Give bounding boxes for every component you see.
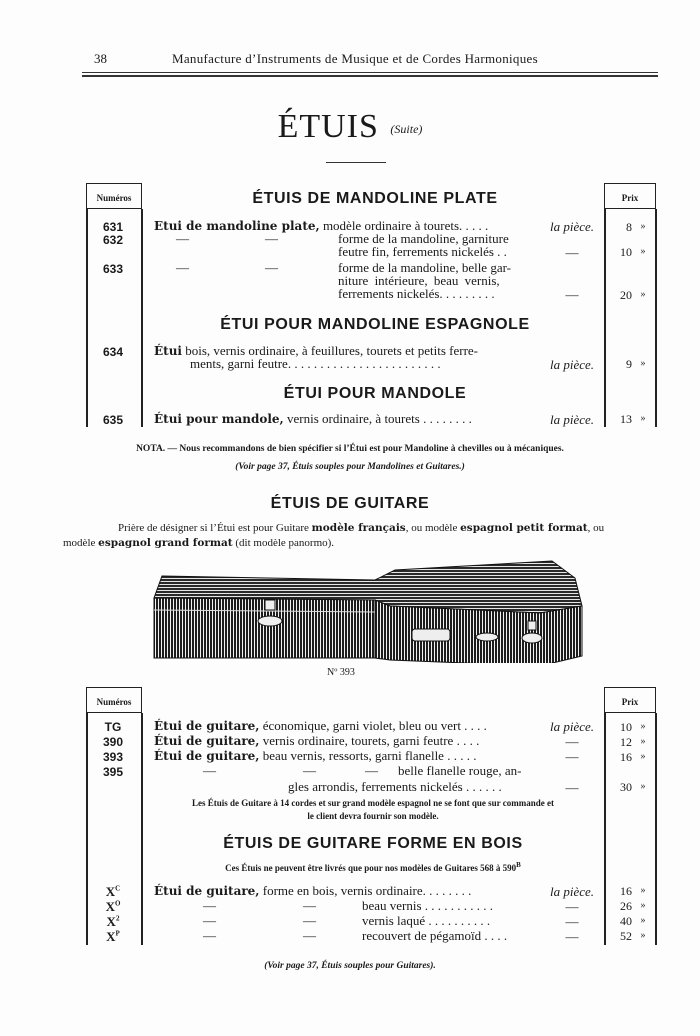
item-detail: forme de la mandoline, belle gar- [338,260,511,275]
item-unit: — [565,914,579,929]
intro-text: modèle [63,537,99,549]
header-rule [82,72,658,73]
figure-caption: Nº 393 [327,667,355,678]
item-price: 16 [620,750,632,764]
ditto-mark: — [176,231,189,246]
item-number-sup: O [114,899,121,908]
item-description [154,412,472,426]
price-column-left-border [604,209,606,427]
nota-reference: (Voir page 37, Étuis souples pour Mandolines et Guitares.) [235,462,465,472]
item-name: Étui de guitare, [154,734,260,748]
item-unit: — [565,287,579,302]
price-mark: » [640,289,646,300]
intro-bold: modèle français [311,522,406,534]
intro-bold: espagnol grand format [98,537,233,549]
item-number [88,914,138,930]
item-price: 12 [620,735,632,749]
guitare-intro-paragraph [80,521,670,536]
price-column-left-border [604,713,606,945]
item-number: TG [104,720,122,734]
numbers-column-right-border [141,209,143,427]
ditto-mark: — [203,898,216,913]
item-name: Étui de guitare, [154,884,260,898]
ditto-mark: — [176,260,189,275]
item-name: Étui de guitare, [154,719,260,733]
ditto-mark: — [265,231,278,246]
item-price: 30 [620,780,632,794]
ditto-mark: — [365,763,378,778]
item-number-base: X [105,884,116,899]
note-text: Ces Étuis ne peuvent être livrés que pour nos modèles de Guitares 568 à 590 [225,863,517,873]
item-number-base: X [106,914,116,929]
price-mark: » [640,930,646,941]
item-name: Étui pour mandole, [154,412,284,426]
guitare-bois-note [143,861,603,873]
item-detail: niture intérieure, beau vernis, [338,273,500,288]
price-column-right-border [655,209,657,427]
item-detail: ferrements nickelés. . . . . . . . . [338,286,495,301]
item-price: 9 [626,357,632,371]
item-price: 13 [620,412,632,426]
item-detail: modèle ordinaire à tourets. . . . . [322,218,489,233]
price-mark: » [640,221,646,232]
page-title-main: ÉTUIS [277,108,379,145]
item-detail: forme de la mandoline, garniture [338,231,509,246]
section-heading-guitare: ÉTUIS DE GUITARE [270,495,430,512]
price-mark: » [640,413,646,424]
ditto-mark: — [203,913,216,928]
price-column-header: Prix [604,687,656,713]
item-price: 8 [626,220,632,234]
guitare-intro-paragraph-line2 [63,536,663,551]
ditto-mark: — [203,763,216,778]
item-description [154,884,471,898]
item-detail: vernis ordinaire, à tourets . . . . . . . . [286,411,472,426]
section-heading-mandoline-espagnole: ÉTUI POUR MANDOLINE ESPAGNOLE [220,316,530,333]
section-heading-mandoline-plate: ÉTUIS DE MANDOLINE PLATE [252,190,498,207]
item-number: 395 [102,765,124,779]
item-description [154,734,479,748]
item-number: 631 [102,220,124,234]
price-mark: » [640,915,646,926]
item-number: 390 [102,735,124,749]
price-mark: » [640,781,646,792]
price-column-header: Prix [604,183,656,209]
page-number: 38 [94,51,107,66]
numbers-column-right-border [141,713,143,945]
item-number [88,884,138,900]
header-rule-thick [82,75,658,77]
item-unit: — [565,899,579,914]
price-column-right-border [655,713,657,945]
title-divider [326,162,386,163]
price-mark: » [640,246,646,257]
item-detail: ments, garni feutre. . . . . . . . . . . . . . . . . . . . . . . . [190,356,441,371]
price-mark: » [640,751,646,762]
item-unit: — [565,245,579,260]
ditto-mark: — [303,913,316,928]
page-title-suite: (Suite) [390,121,423,136]
running-title: Manufacture d’Instruments de Musique et de Cordes Harmoniques [172,51,538,66]
item-unit: la pièce. [549,357,595,372]
item-price: 40 [620,914,632,928]
guitar-case-icon [150,558,600,663]
item-detail: gles arrondis, ferrements nickelés . . . . . . [288,779,502,794]
item-number [88,929,138,945]
intro-bold: espagnol petit format [460,522,588,534]
item-number-sup: P [115,929,120,938]
ditto-mark: — [203,928,216,943]
item-name: Étui de guitare, [154,749,260,763]
section-heading-guitare-bois: ÉTUIS DE GUITARE FORME EN BOIS [223,835,523,852]
ditto-mark: — [303,898,316,913]
price-mark: » [640,885,646,896]
item-unit: la pièce. [549,719,595,734]
item-number-sup: 2 [115,914,120,923]
note-superscript: B [516,861,521,869]
intro-text: Prière de désigner si l’Étui est pour Guitare [118,522,312,534]
item-detail: recouvert de pégamoïd . . . . [362,928,508,943]
item-number-sup: C [115,884,121,893]
price-mark: » [640,900,646,911]
item-unit: la pièce. [549,884,595,899]
guitar-case-illustration [150,558,600,663]
item-unit: — [565,929,579,944]
item-detail: beau vernis, ressorts, garni flanelle . . . . . [262,748,477,763]
guitare-note-line1: Les Étuis de Guitare à 14 cordes et sur grand modèle espagnol ne se font que sur commande et [192,798,554,808]
item-detail: forme en bois, vernis ordinaire. . . . . . . . [262,883,472,898]
item-detail: économique, garni violet, bleu ou vert . . . . [262,718,487,733]
ditto-mark: — [265,260,278,275]
item-number: 632 [102,233,124,247]
numbers-column-header: Numéros [86,687,142,713]
item-price: 20 [620,288,632,302]
item-price: 16 [620,884,632,898]
item-description [154,749,476,763]
item-unit: la pièce. [549,219,595,234]
item-number [88,899,138,915]
price-mark: » [640,358,646,369]
intro-text: , ou modèle [405,522,461,534]
item-description [154,719,487,733]
item-name: Étui [154,344,182,358]
ditto-mark: — [303,763,316,778]
ditto-mark: — [303,928,316,943]
item-detail: belle flanelle rouge, an- [398,763,522,778]
guitare-note-line2: le client devra fournir son modèle. [307,811,439,821]
item-detail: beau vernis . . . . . . . . . . . [362,898,494,913]
item-number: 635 [102,413,124,427]
item-price: 10 [620,720,632,734]
guitare-bois-reference: (Voir page 37, Étuis souples pour Guitares). [264,961,436,971]
price-mark: » [640,736,646,747]
item-number: 633 [102,262,124,276]
item-unit: la pièce. [549,412,595,427]
page-title [0,108,700,146]
numbers-column-header: Numéros [86,183,142,209]
item-name: Etui de mandoline plate, [154,219,320,233]
item-detail: vernis ordinaire, tourets, garni feutre . . . . [262,733,480,748]
item-price: 26 [620,899,632,913]
item-number-base: X [105,899,115,914]
intro-text: (dit modèle panormo). [232,537,335,549]
item-detail: feutre fin, ferrements nickelés . . [338,244,507,259]
item-price: 52 [620,929,632,943]
price-mark: » [640,721,646,732]
item-unit: — [565,749,579,764]
intro-text: , ou [587,522,605,534]
item-number: 634 [102,345,124,359]
item-unit: — [565,734,579,749]
item-detail: bois, vernis ordinaire, à feuillures, tourets et petits ferre- [185,343,478,358]
section-heading-mandole: ÉTUI POUR MANDOLE [283,385,467,402]
nota-note: NOTA. — Nous recommandons de bien spécifier si l’Étui est pour Mandoline à chevilles ou à mécaniques. [136,444,564,454]
item-unit: — [565,780,579,795]
item-detail: vernis laqué . . . . . . . . . . [362,913,491,928]
item-price: 10 [620,245,632,259]
item-number: 393 [102,750,124,764]
item-number-base: X [106,929,116,944]
